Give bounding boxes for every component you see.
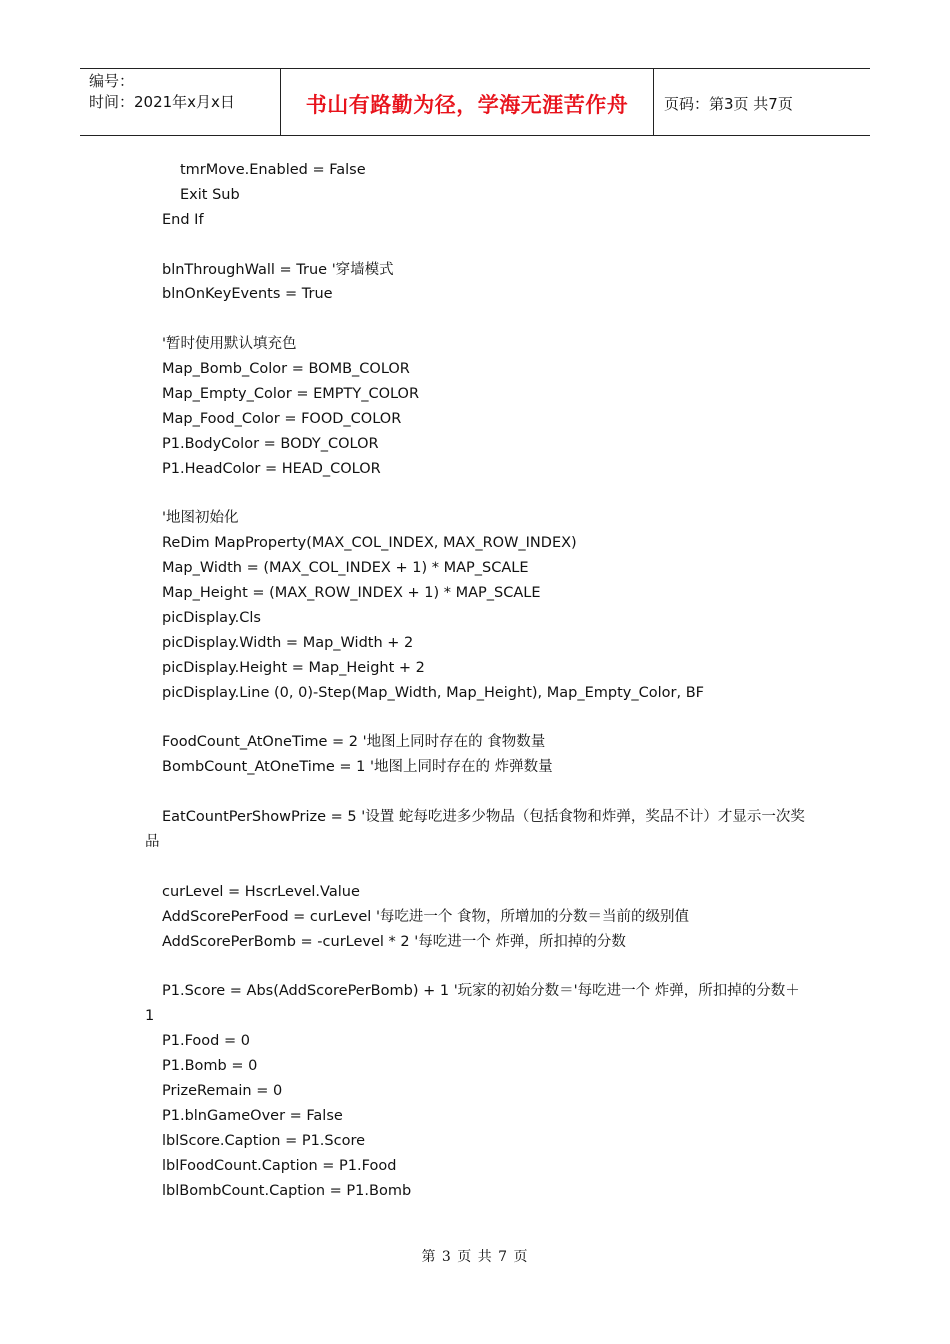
code-line: picDisplay.Cls <box>162 610 261 627</box>
code-line: 品 <box>145 834 160 851</box>
code-line: P1.HeadColor = HEAD_COLOR <box>162 460 381 477</box>
blank-line <box>162 855 822 880</box>
header-info-cell <box>80 69 281 135</box>
header-motto: 书山有路勤为径，学海无涯苦作舟 <box>281 69 654 135</box>
code-line: picDisplay.Line (0, 0)-Step(Map_Width, Map_Height), Map_Empty_Color, BF <box>162 684 704 701</box>
header-page-number: 页码：第3页 共7页 <box>664 94 793 113</box>
blank-line <box>162 233 822 258</box>
code-line: P1.Score = Abs(AddScorePerBomb) + 1 '玩家的初始分数＝'每吃进一个 炸弹，所扣掉的分数＋ <box>162 983 800 1000</box>
page-footer: 第 3 页 共 7 页 <box>421 1249 529 1265</box>
code-line: End If <box>162 211 204 228</box>
code-line: AddScorePerFood = curLevel '每吃进一个 食物，所增加的分数＝当前的级别值 <box>162 908 690 925</box>
code-listing <box>145 158 822 1203</box>
document-number-label: 编号： <box>89 72 135 90</box>
code-line: Map_Height = (MAX_ROW_INDEX + 1) * MAP_SCALE <box>162 585 541 602</box>
blank-line <box>162 955 822 980</box>
code-line: P1.BodyColor = BODY_COLOR <box>162 435 379 452</box>
code-line: P1.blnGameOver = False <box>162 1107 343 1124</box>
code-line: lblBombCount.Caption = P1.Bomb <box>162 1182 412 1199</box>
document-time-label: 时间：2021年x月x日 <box>89 93 235 111</box>
blank-line <box>162 780 822 805</box>
code-line: picDisplay.Width = Map_Width + 2 <box>162 634 414 651</box>
code-line: FoodCount_AtOneTime = 2 '地图上同时存在的 食物数量 <box>162 734 546 751</box>
blank-line <box>162 482 822 507</box>
code-line: PrizeRemain = 0 <box>162 1082 283 1099</box>
code-line: P1.Food = 0 <box>162 1033 250 1050</box>
code-line: Exit Sub <box>180 186 240 203</box>
code-line: '地图初始化 <box>162 510 239 527</box>
code-line: Map_Empty_Color = EMPTY_COLOR <box>162 386 420 403</box>
code-line: lblScore.Caption = P1.Score <box>162 1132 366 1149</box>
blank-line <box>162 307 822 332</box>
code-line: '暂时使用默认填充色 <box>162 336 297 353</box>
code-line: EatCountPerShowPrize = 5 '设置 蛇每吃进多少物品（包括食物和炸弹，奖品不计）才显示一次奖 <box>162 809 805 826</box>
code-line: 1 <box>145 1008 155 1025</box>
code-line: BombCount_AtOneTime = 1 '地图上同时存在的 炸弹数量 <box>162 759 553 776</box>
code-line: Map_Bomb_Color = BOMB_COLOR <box>162 361 410 378</box>
code-line: curLevel = HscrLevel.Value <box>162 883 360 900</box>
code-line: picDisplay.Height = Map_Height + 2 <box>162 659 425 676</box>
code-line: blnOnKeyEvents = True <box>162 286 333 303</box>
code-line: tmrMove.Enabled = False <box>180 162 366 178</box>
code-line: Map_Food_Color = FOOD_COLOR <box>162 410 402 427</box>
code-line: P1.Bomb = 0 <box>162 1058 258 1075</box>
blank-line <box>162 706 822 731</box>
code-line: AddScorePerBomb = -curLevel * 2 '每吃进一个 炸弹，所扣掉的分数 <box>162 933 626 950</box>
code-line: Map_Width = (MAX_COL_INDEX + 1) * MAP_SCALE <box>162 560 529 577</box>
code-line: ReDim MapProperty(MAX_COL_INDEX, MAX_ROW_INDEX) <box>162 535 577 552</box>
code-line: blnThroughWall = True '穿墙模式 <box>162 261 394 278</box>
code-line: lblFoodCount.Caption = P1.Food <box>162 1157 397 1174</box>
page-header <box>80 68 870 136</box>
